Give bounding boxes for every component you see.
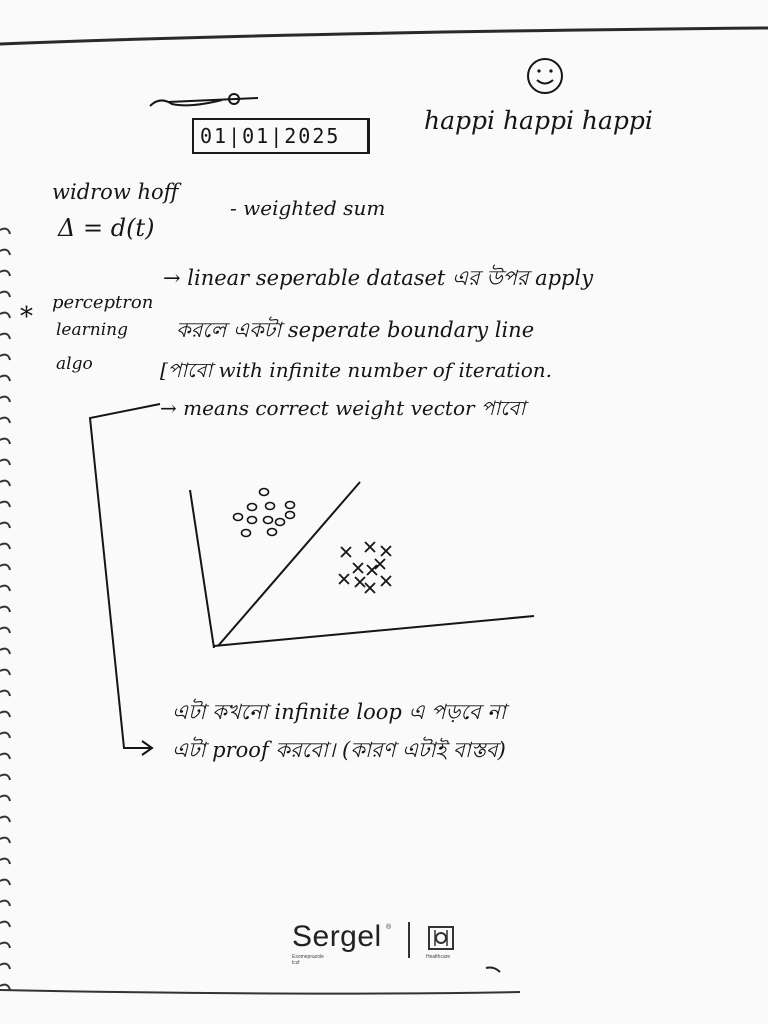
perceptron-term: perceptron (52, 292, 154, 313)
infinite-iteration-text: [পাবো with infinite number of iteration. (160, 358, 552, 382)
healthcare-label: Healthcare (426, 954, 451, 960)
boundary-line-text: করলে একটা seperate boundary line (176, 318, 535, 342)
brand-subtitle: Esomeprazole lcsf (292, 954, 324, 966)
algo-text: algo (56, 354, 93, 374)
infinite-loop-text: এটা কখনো infinite loop এ পড়বে না (172, 700, 506, 724)
mood-text: happi happi happi (424, 106, 653, 135)
date-text: 01|01|2025 (200, 124, 341, 148)
brand-name: Sergel (292, 920, 382, 953)
weighted-sum-text: - weighted sum (230, 196, 386, 220)
perceptron-rest: → linear seperable dataset এর উপর apply (163, 266, 594, 290)
correct-weight-text: → means correct weight vector পাবো (160, 396, 526, 420)
learning-text: learning (56, 320, 128, 340)
registered-mark: ® (386, 924, 392, 931)
asterisk-bullet: * (20, 302, 33, 332)
widrow-hoff-heading: widrow hoff (52, 180, 179, 204)
proof-text: এটা proof করবো। (কারণ এটাই বাস্তব) (172, 738, 506, 762)
delta-formula: Δ = d(t) (58, 214, 155, 242)
